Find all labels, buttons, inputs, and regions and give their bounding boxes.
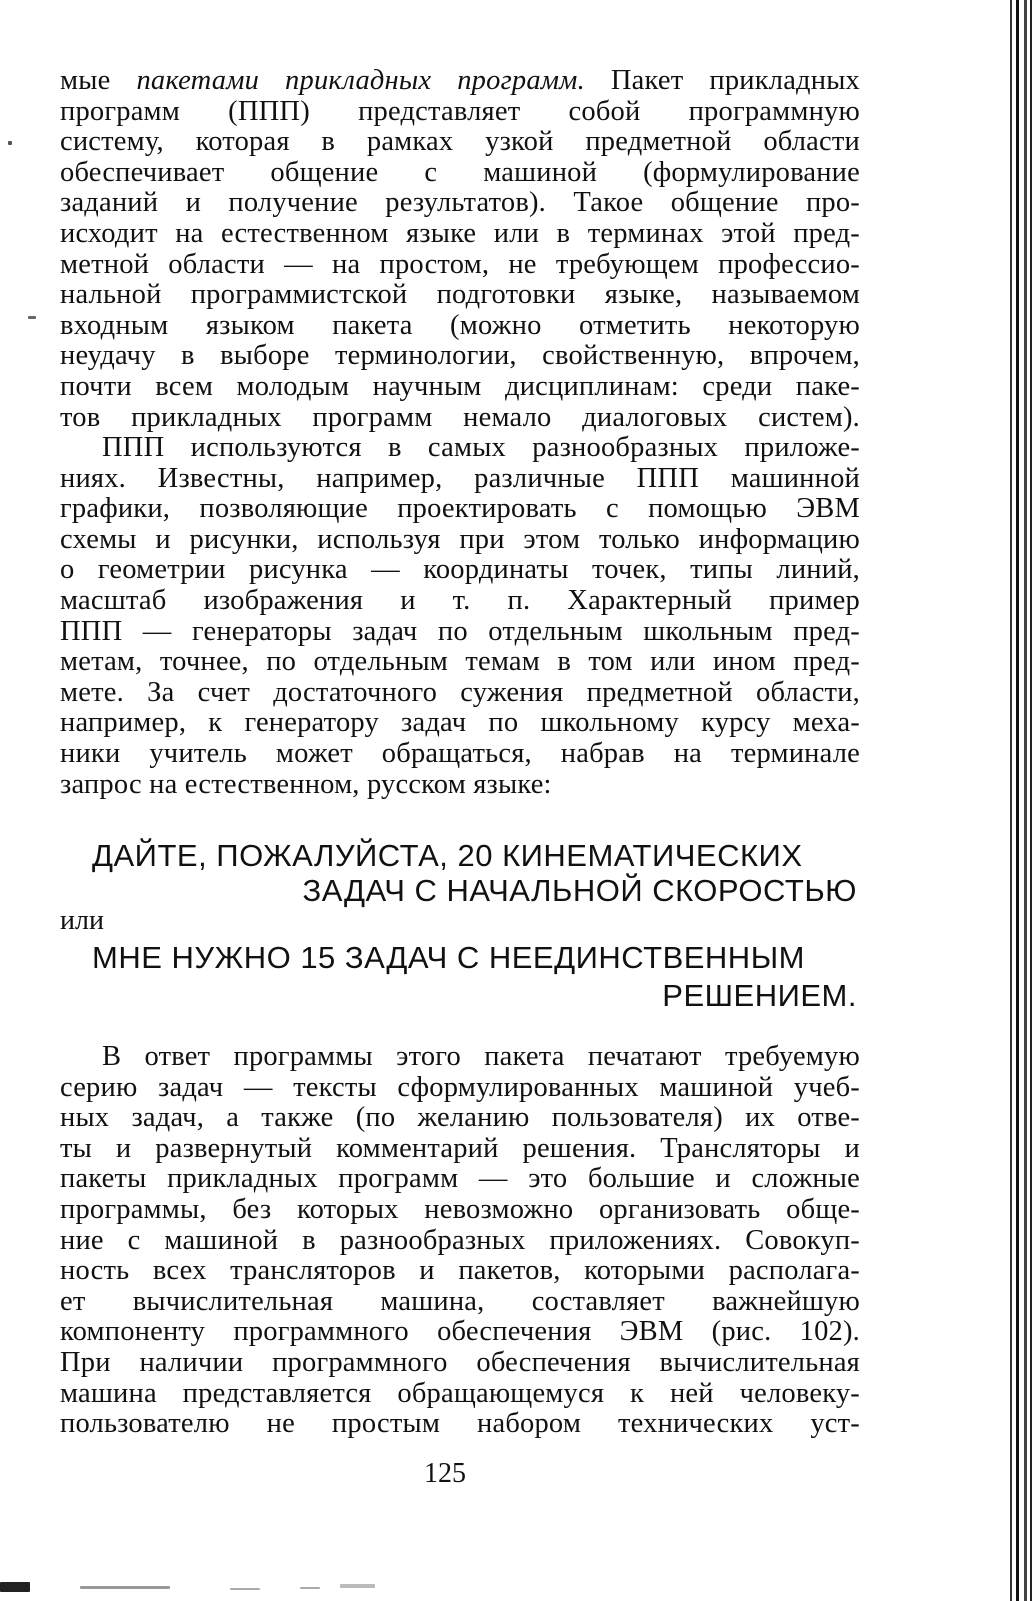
scan-speck xyxy=(8,141,12,145)
text-line: пользователю не простым набором технических уст- xyxy=(60,1408,860,1440)
text-line: компоненту программного обеспечения ЭВМ (рис. 102). xyxy=(60,1316,860,1348)
example-request-2-line-1: МНЕ НУЖНО 15 ЗАДАЧ С НЕЕДИНСТВЕННЫМ xyxy=(92,940,805,975)
text-line: нальной программистской подготовки языке, называемом xyxy=(60,279,860,311)
scan-smudge xyxy=(300,1587,320,1589)
text-line: запрос на естественном, русском языке: xyxy=(60,768,552,800)
scan-smudge xyxy=(340,1584,375,1588)
text-line: метной области — на простом, не требующем профессио- xyxy=(60,248,860,280)
paragraph-2 xyxy=(60,433,860,800)
example-request-1-line-2: ЗАДАЧ С НАЧАЛЬНОЙ СКОРОСТЬЮ xyxy=(302,873,857,908)
text-line: исходит на естественном языке или в терминах этой пред- xyxy=(60,217,860,249)
text-line: обеспечивает общение с машиной (формулирование xyxy=(60,156,860,188)
binding-edge-line xyxy=(1016,0,1019,1601)
paragraph-3 xyxy=(60,1042,860,1440)
text-line: графики, позволяющие проектировать с помощью ЭВМ xyxy=(60,493,860,525)
text-line: программ (ППП) представляет собой программную xyxy=(60,95,860,127)
text-line: ние с машиной в разнообразных приложениях. Совокуп- xyxy=(60,1224,860,1256)
text-line: ты и развернутый комментарий решения. Трансляторы и xyxy=(60,1132,860,1164)
text-line: масштаб изображения и т. п. Характерный пример xyxy=(60,584,860,616)
text-line: серию задач — тексты сформулированных машиной учеб- xyxy=(60,1071,860,1103)
text-line: машина представляется обращающемуся к ней человеку- xyxy=(60,1377,860,1409)
binding-edge-line xyxy=(1024,0,1027,1601)
connector-word: или xyxy=(60,905,104,936)
text-line: заданий и получение результатов). Такое общение про- xyxy=(60,187,860,219)
text-line: ет вычислительная машина, составляет важнейшую xyxy=(60,1285,860,1317)
binding-edge-line xyxy=(1030,0,1032,1601)
scan-smudge xyxy=(80,1586,170,1589)
text-line: программы, без которых невозможно организовать обще- xyxy=(60,1193,860,1225)
text-line: ППП — генераторы задач по отдельным школьным пред- xyxy=(60,615,860,647)
example-request-1-line-1: ДАЙТЕ, ПОЖАЛУЙСТА, 20 КИНЕМАТИЧЕСКИХ xyxy=(92,838,803,873)
text-line: При наличии программного обеспечения вычислительная xyxy=(60,1346,860,1378)
text-line: о геометрии рисунка — координаты точек, типы линий, xyxy=(60,554,860,586)
text-line: ных задач, а также (по желанию пользователя) их отве- xyxy=(60,1102,860,1134)
page-number: 125 xyxy=(424,1458,466,1489)
text-line: неудачу в выборе терминологии, свойственную, впрочем, xyxy=(60,340,860,372)
text-line: схемы и рисунки, используя при этом только информацию xyxy=(60,523,860,555)
scan-smudge xyxy=(0,1582,30,1592)
text-line: ниях. Известны, например, различные ППП машинной xyxy=(60,462,860,494)
text-line: ППП используются в самых разнообразных приложе- xyxy=(102,432,860,463)
binding-edge-line xyxy=(1010,0,1012,1601)
text-line: тов прикладных программ немало диалоговых систем). xyxy=(60,401,860,433)
scan-speck xyxy=(28,316,36,319)
text-line: мете. За счет достаточного сужения предметной области, xyxy=(60,676,860,708)
text-line: почти всем молодым научным дисциплинам: среди паке- xyxy=(60,370,860,402)
italic-term: пакетами прикладных программ. xyxy=(136,65,585,96)
text-line: например, к генератору задач по школьному курсу меха- xyxy=(60,707,860,739)
scan-smudge xyxy=(230,1588,260,1590)
example-request-2-line-2: РЕШЕНИЕМ. xyxy=(662,978,857,1013)
text-line: ность всех трансляторов и пакетов, которыми располага- xyxy=(60,1255,860,1287)
paragraph-1 xyxy=(60,66,860,433)
text-line: систему, которая в рамках узкой предметной области xyxy=(60,126,860,158)
text-line: пакеты прикладных программ — это большие и сложные xyxy=(60,1163,860,1195)
text-line: метам, точнее, по отдельным темам в том или ином пред- xyxy=(60,646,860,678)
text-line: мые пакетами прикладных программ. Пакет прикладных xyxy=(60,65,860,96)
text-line: В ответ программы этого пакета печатают требуемую xyxy=(102,1041,860,1072)
text-line: ники учитель может обращаться, набрав на терминале xyxy=(60,737,860,769)
text-line: входным языком пакета (можно отметить некоторую xyxy=(60,309,860,341)
